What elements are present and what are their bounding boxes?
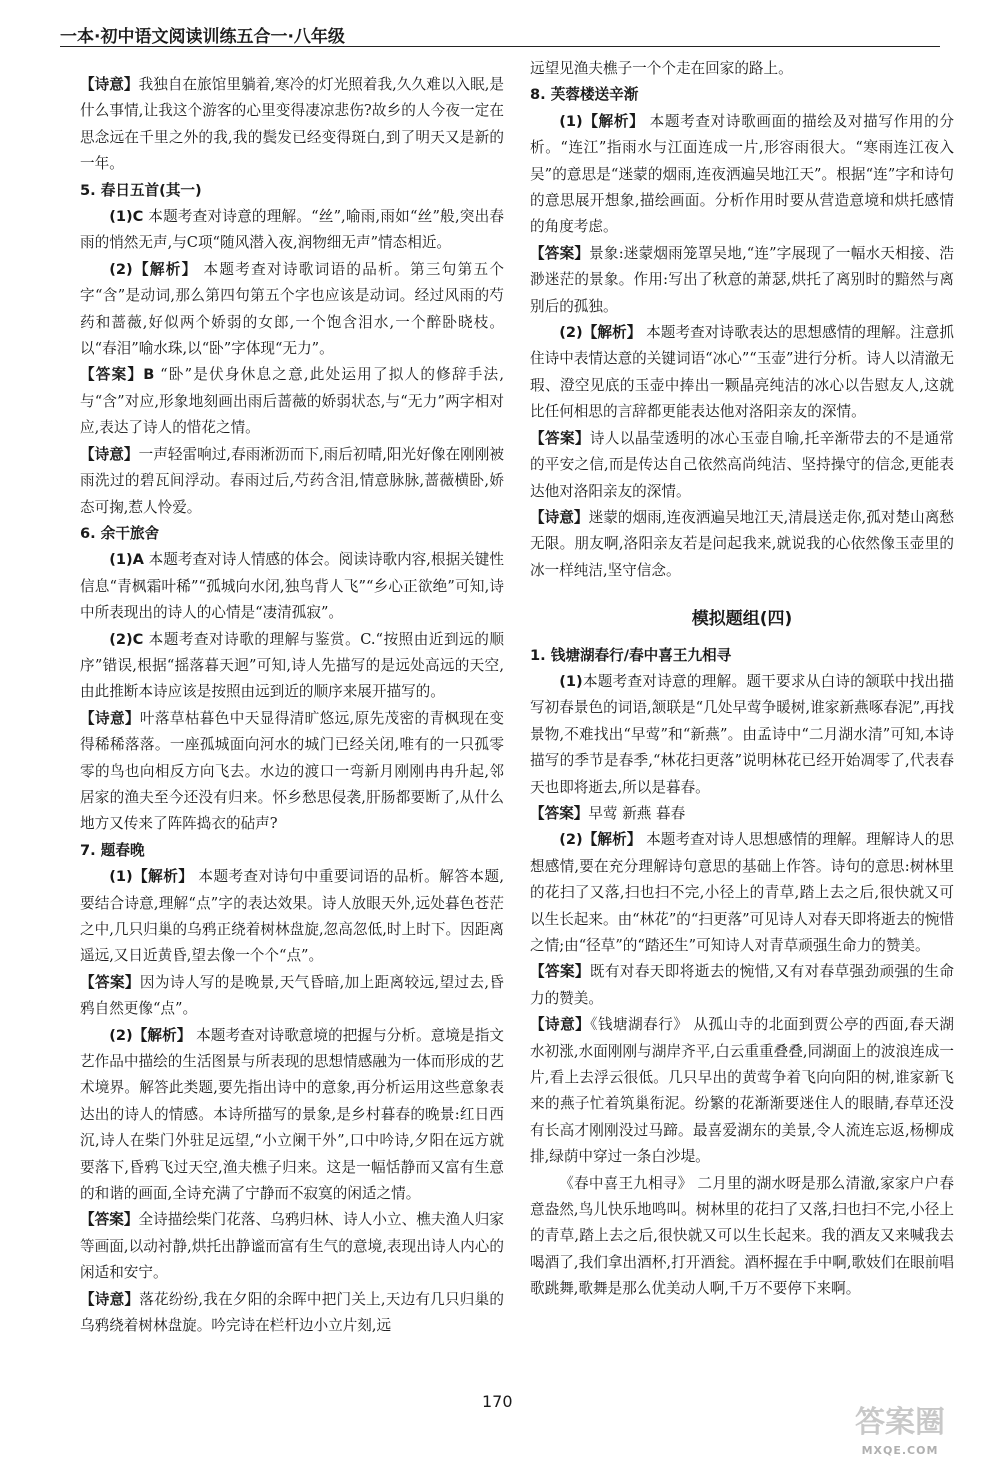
answer-label: (2)【解析】 — [109, 260, 198, 278]
answer-paragraph — [530, 827, 954, 959]
paragraph-text: 远望见渔夫樵子一个个走在回家的路上。 — [530, 60, 793, 77]
paragraph-text: 我独自在旅馆里躺着,寒冷的灯光照着我,久久难以入眠,是什么事情,让我这个游客的心里变得凄凉悲伤?故乡的人今夜一定在思念远在千里之外的我,我的鬓发已经变得斑白,到了明天又是新的一年。 — [80, 76, 504, 173]
page-header — [60, 22, 940, 47]
answer-paragraph — [530, 109, 954, 241]
paragraph-text: 本题考查对诗句中重要词语的品析。解答本题,要结合诗意,理解“点”字的表达效果。诗人放眼天外,远处暮色苍茫之中,几只归巢的乌鸦正绕着树林盘旋,忽高忽低,时上时下。因距离遥远,又日近黄昏,望去像一个个“点”。 — [80, 868, 504, 965]
header-title: 一本·初中语文阅读训练五合一·八年级 — [60, 27, 345, 47]
paragraph-text: 落花纷纷,我在夕阳的余晖中把门关上,天边有几只归巢的乌鸦绕着树林盘旋。吟完诗在栏杆边小立片刻,远 — [80, 1290, 504, 1335]
answer-paragraph — [530, 56, 954, 82]
paragraph-text: 本题考查对诗意的理解。“丝”,喻雨,雨如“丝”般,突出春雨的悄然无声,与C项“随风潜入夜,润物细无声”情态相近。 — [80, 208, 504, 252]
paragraph-text: 本题考查对诗人情感的体会。阅读诗歌内容,根据关键性信息“青枫霜叶稀”“孤城向水闭,独鸟背人飞”“乡心正欲绝”可知,诗中所表现出的诗人的心情是“凄清孤寂”。 — [80, 551, 504, 622]
answer-label: 【诗意】 — [80, 1290, 140, 1308]
paragraph-text: 一声轻雷响过,春雨淅沥而下,雨后初晴,阳光好像在刚刚被雨洗过的碧瓦间浮动。春雨过后,芍药含泪,情意脉脉,蔷薇横卧,娇态可掬,惹人怜爱。 — [80, 445, 504, 516]
paragraph-text: 诗人以晶莹透明的冰心玉壶自喻,托辛渐带去的不是通常的平安之信,而是传达自己依然高尚纯洁、坚持操守的信念,更能表达他对洛阳亲友的深情。 — [530, 429, 954, 500]
paragraph-text: 《钱塘湖春行》 从孤山寺的北面到贾公亭的西面,春天湖水初涨,水面刚刚与湖岸齐平,白云重重叠叠,同湖面上的波浪连成一片,看上去浮云很低。几只早出的黄莺争着飞向向阳的树,谁家新飞来的燕子忙着筑巢衔泥。纷繁的花渐渐要迷住人的眼睛,春草还没有长高才刚刚没过马蹄。最喜爱湖东的美景,令人流连忘返,杨柳成排,绿荫中穿过一条白沙堤。 — [530, 1016, 954, 1166]
answer-label: (1) — [559, 672, 583, 690]
answer-label: (2)【解析】 — [109, 1026, 192, 1044]
answer-label: 【答案】 — [530, 429, 590, 447]
answer-paragraph — [530, 959, 954, 1012]
answer-label: 【诗意】 — [530, 1016, 591, 1034]
answer-label: 【答案】 — [80, 973, 140, 991]
answer-label: 【答案】 — [530, 963, 590, 981]
paragraph-text: 本题考查对诗歌意境的把握与分析。意境是指文艺作品中描绘的生活图景与所表现的思想情感融为一体而形成的艺术境界。解答此类题,要先指出诗中的意象,再分析运用这些意象表达出的诗人的情感。本诗所描写的景象,是乡村暮春的晚景:红日西沉,诗人在柴门外驻足远望,“小立阑干外”,口中吟诗,夕阳在远方就要落下,昏鸦飞过天空,渔夫樵子归来。这是一幅恬静而又富有生意的和谐的画面,全诗充满了宁静而不寂寞的闲适之情。 — [80, 1026, 504, 1203]
answer-paragraph — [530, 241, 954, 320]
answer-label: (1)【解析】 — [559, 112, 645, 130]
answer-paragraph — [80, 547, 504, 626]
answer-label: 【答案】 — [530, 244, 590, 262]
answer-paragraph — [530, 505, 954, 584]
question-heading: 1. 钱塘湖春行/春中喜王九相寻 — [530, 646, 732, 664]
answer-label: 【答案】 — [80, 1211, 139, 1229]
watermark-logo — [820, 1398, 980, 1460]
paragraph-text: 本题考查对诗人思想感情的理解。理解诗人的思想感情,要在充分理解诗句意思的基础上作答。诗句的意思:树林里的花扫了又落,扫也扫不完,小径上的青草,踏上去之后,很快就又可以生长起来。由“林花”的“扫更落”可见诗人对春天即将逝去的惋惜之情;由“径草”的“踏还生”可知诗人对青草顽强生命力的赞美。 — [530, 831, 954, 954]
left-column — [80, 72, 504, 1340]
question-heading: 5. 春日五首(其一) — [80, 181, 202, 199]
answer-label: 【答案】 — [530, 804, 589, 822]
answer-label: (1)C — [109, 208, 144, 226]
answer-label: 【诗意】 — [80, 709, 140, 727]
paragraph-text: 《春中喜王九相寻》 二月里的湖水呀是那么清澈,家家户户春意盎然,鸟儿快乐地鸣叫。树林里的花扫了又落,扫也扫不完,小径上的青草,踏上去之后,很快就又可以生长起来。我的酒友又来喊我去喝酒了,我们拿出酒杯,打开酒瓮。酒杯握在手中啊,歌妓们在眼前唱歌跳舞,歌舞是那么优美动人啊,千万不要停下来啊。 — [530, 1174, 954, 1298]
answer-label: (2)【解析】 — [559, 324, 642, 342]
answer-paragraph — [80, 706, 504, 838]
answer-label: 【诗意】 — [530, 508, 589, 526]
watermark-line1: 答案圈 — [855, 1405, 945, 1440]
page-number: 170 — [482, 1392, 513, 1411]
answer-label: (2)C — [109, 630, 144, 648]
answer-paragraph — [530, 1171, 954, 1303]
question-heading: 7. 题春晚 — [80, 841, 145, 859]
answer-paragraph — [80, 72, 504, 178]
answer-paragraph — [80, 257, 504, 363]
answer-paragraph — [530, 1012, 954, 1170]
answer-paragraph — [80, 1207, 504, 1286]
paragraph-text: 本题考查对诗歌词语的品析。第三句第五个字“含”是动词,那么第四句第五个字也应该是动词。经过风雨的芍药和蔷薇,好似两个娇弱的女郎,一个饱含泪水,一个醉卧晓枝。以“春泪”喻水珠,以“卧”字体现“无力”。 — [80, 260, 504, 358]
answer-label: (1)【解析】 — [109, 868, 194, 886]
right-column — [530, 56, 954, 1303]
answer-label: 【诗意】 — [80, 445, 139, 463]
answer-paragraph — [80, 442, 504, 521]
paragraph-text: 既有对春天即将逝去的惋惜,又有对春草强劲顽强的生命力的赞美。 — [530, 963, 954, 1007]
answer-paragraph — [80, 1287, 504, 1340]
answer-paragraph — [80, 864, 504, 970]
question-heading: 6. 余干旅舍 — [80, 524, 160, 542]
answer-label: (1)A — [109, 551, 144, 569]
paragraph-text: 因为诗人写的是晚景,天气昏暗,加上距离较远,望过去,昏鸦自然更像“点”。 — [80, 973, 504, 1018]
answer-paragraph — [80, 362, 504, 441]
answer-paragraph — [80, 627, 504, 706]
paragraph-text: 迷蒙的烟雨,连夜洒遍吴地江天,清晨送走你,孤对楚山离愁无限。朋友啊,洛阳亲友若是问起我来,就说我的心依然像玉壶里的冰一样纯洁,坚守信念。 — [530, 508, 954, 579]
answer-label: 【诗意】 — [80, 76, 139, 93]
answer-label: 【答案】B — [80, 366, 155, 384]
paragraph-text: 本题考查对诗歌表达的思想感情的理解。注意抓住诗中表情达意的关键词语“冰心”“玉壶”进行分析。诗人以清澈无瑕、澄空见底的玉壶中捧出一颗晶亮纯洁的冰心以告慰友人,这就比任何相思的言辞都更能表达他对洛阳亲友的深情。 — [530, 324, 954, 421]
paragraph-text: 叶落草枯暮色中天显得清旷悠远,原先茂密的青枫现在变得稀稀落落。一座孤城面向河水的城门已经关闭,唯有的一只孤零零的鸟也向相反方向飞去。水边的渡口一弯新月刚刚冉冉升起,邻居家的渔夫至今还没有归来。怀乡愁思侵袭,肝肠都要断了,从什么地方又传来了阵阵捣衣的砧声? — [80, 709, 504, 833]
answer-label: (2)【解析】 — [559, 831, 642, 849]
answer-paragraph — [530, 669, 954, 801]
answer-paragraph — [80, 1023, 504, 1208]
paragraph-text: “卧”是伏身休息之意,此处运用了拟人的修辞手法,与“含”对应,形象地刻画出雨后蔷薇的娇弱状态,与“无力”两字相对应,表达了诗人的惜花之情。 — [80, 366, 504, 437]
watermark-line2: MXQE.COM — [861, 1444, 939, 1457]
paragraph-text: 本题考查对诗歌的理解与鉴赏。C.“按照由近到远的顺序”错误,根据“摇落暮天迥”可知,诗人先描写的是远处高远的天空,由此推断本诗应该是按照由远到近的顺序来展开描写的。 — [80, 630, 504, 701]
answer-paragraph — [530, 320, 954, 426]
answer-paragraph — [530, 426, 954, 505]
section-title: 模拟题组(四) — [691, 609, 793, 630]
question-heading: 8. 芙蓉楼送辛渐 — [530, 86, 639, 104]
paragraph-text: 早莺 新燕 暮春 — [588, 804, 686, 822]
paragraph-text: 全诗描绘柴门花落、乌鸦归林、诗人小立、樵夫渔人归家等画面,以动衬静,烘托出静谧而富有生气的意境,表现出诗人内心的闲适和安宁。 — [80, 1211, 504, 1282]
answer-paragraph — [80, 204, 504, 257]
answer-paragraph — [530, 801, 954, 827]
paragraph-text: 景象:迷蒙烟雨笼罩吴地,“连”字展现了一幅水天相接、浩渺迷茫的景象。作用:写出了秋意的萧瑟,烘托了离别时的黯然与离别后的孤独。 — [530, 244, 954, 315]
paragraph-text: 本题考查对诗歌画面的描绘及对描写作用的分析。“连江”指雨水与江面连成一片,形容雨很大。“寒雨连江夜入吴”的意思是“迷蒙的烟雨,连夜洒遍吴地江天”。根据“连”字和诗句的意思展开想象,描绘画面。分析作用时要从营造意境和烘托感情的角度考虑。 — [530, 112, 954, 236]
answer-paragraph — [80, 970, 504, 1023]
paragraph-text: 本题考查对诗意的理解。题干要求从白诗的颔联中找出描写初春景色的词语,颔联是“几处早莺争暖树,谁家新燕啄春泥”,再找景物,不难找出“早莺”和“新燕”。由孟诗中“二月湖水清”可知,本诗描写的季节是春季,“林花扫更落”说明林花已经开始凋零了,代表春天也即将逝去,所以是暮春。 — [530, 672, 954, 796]
